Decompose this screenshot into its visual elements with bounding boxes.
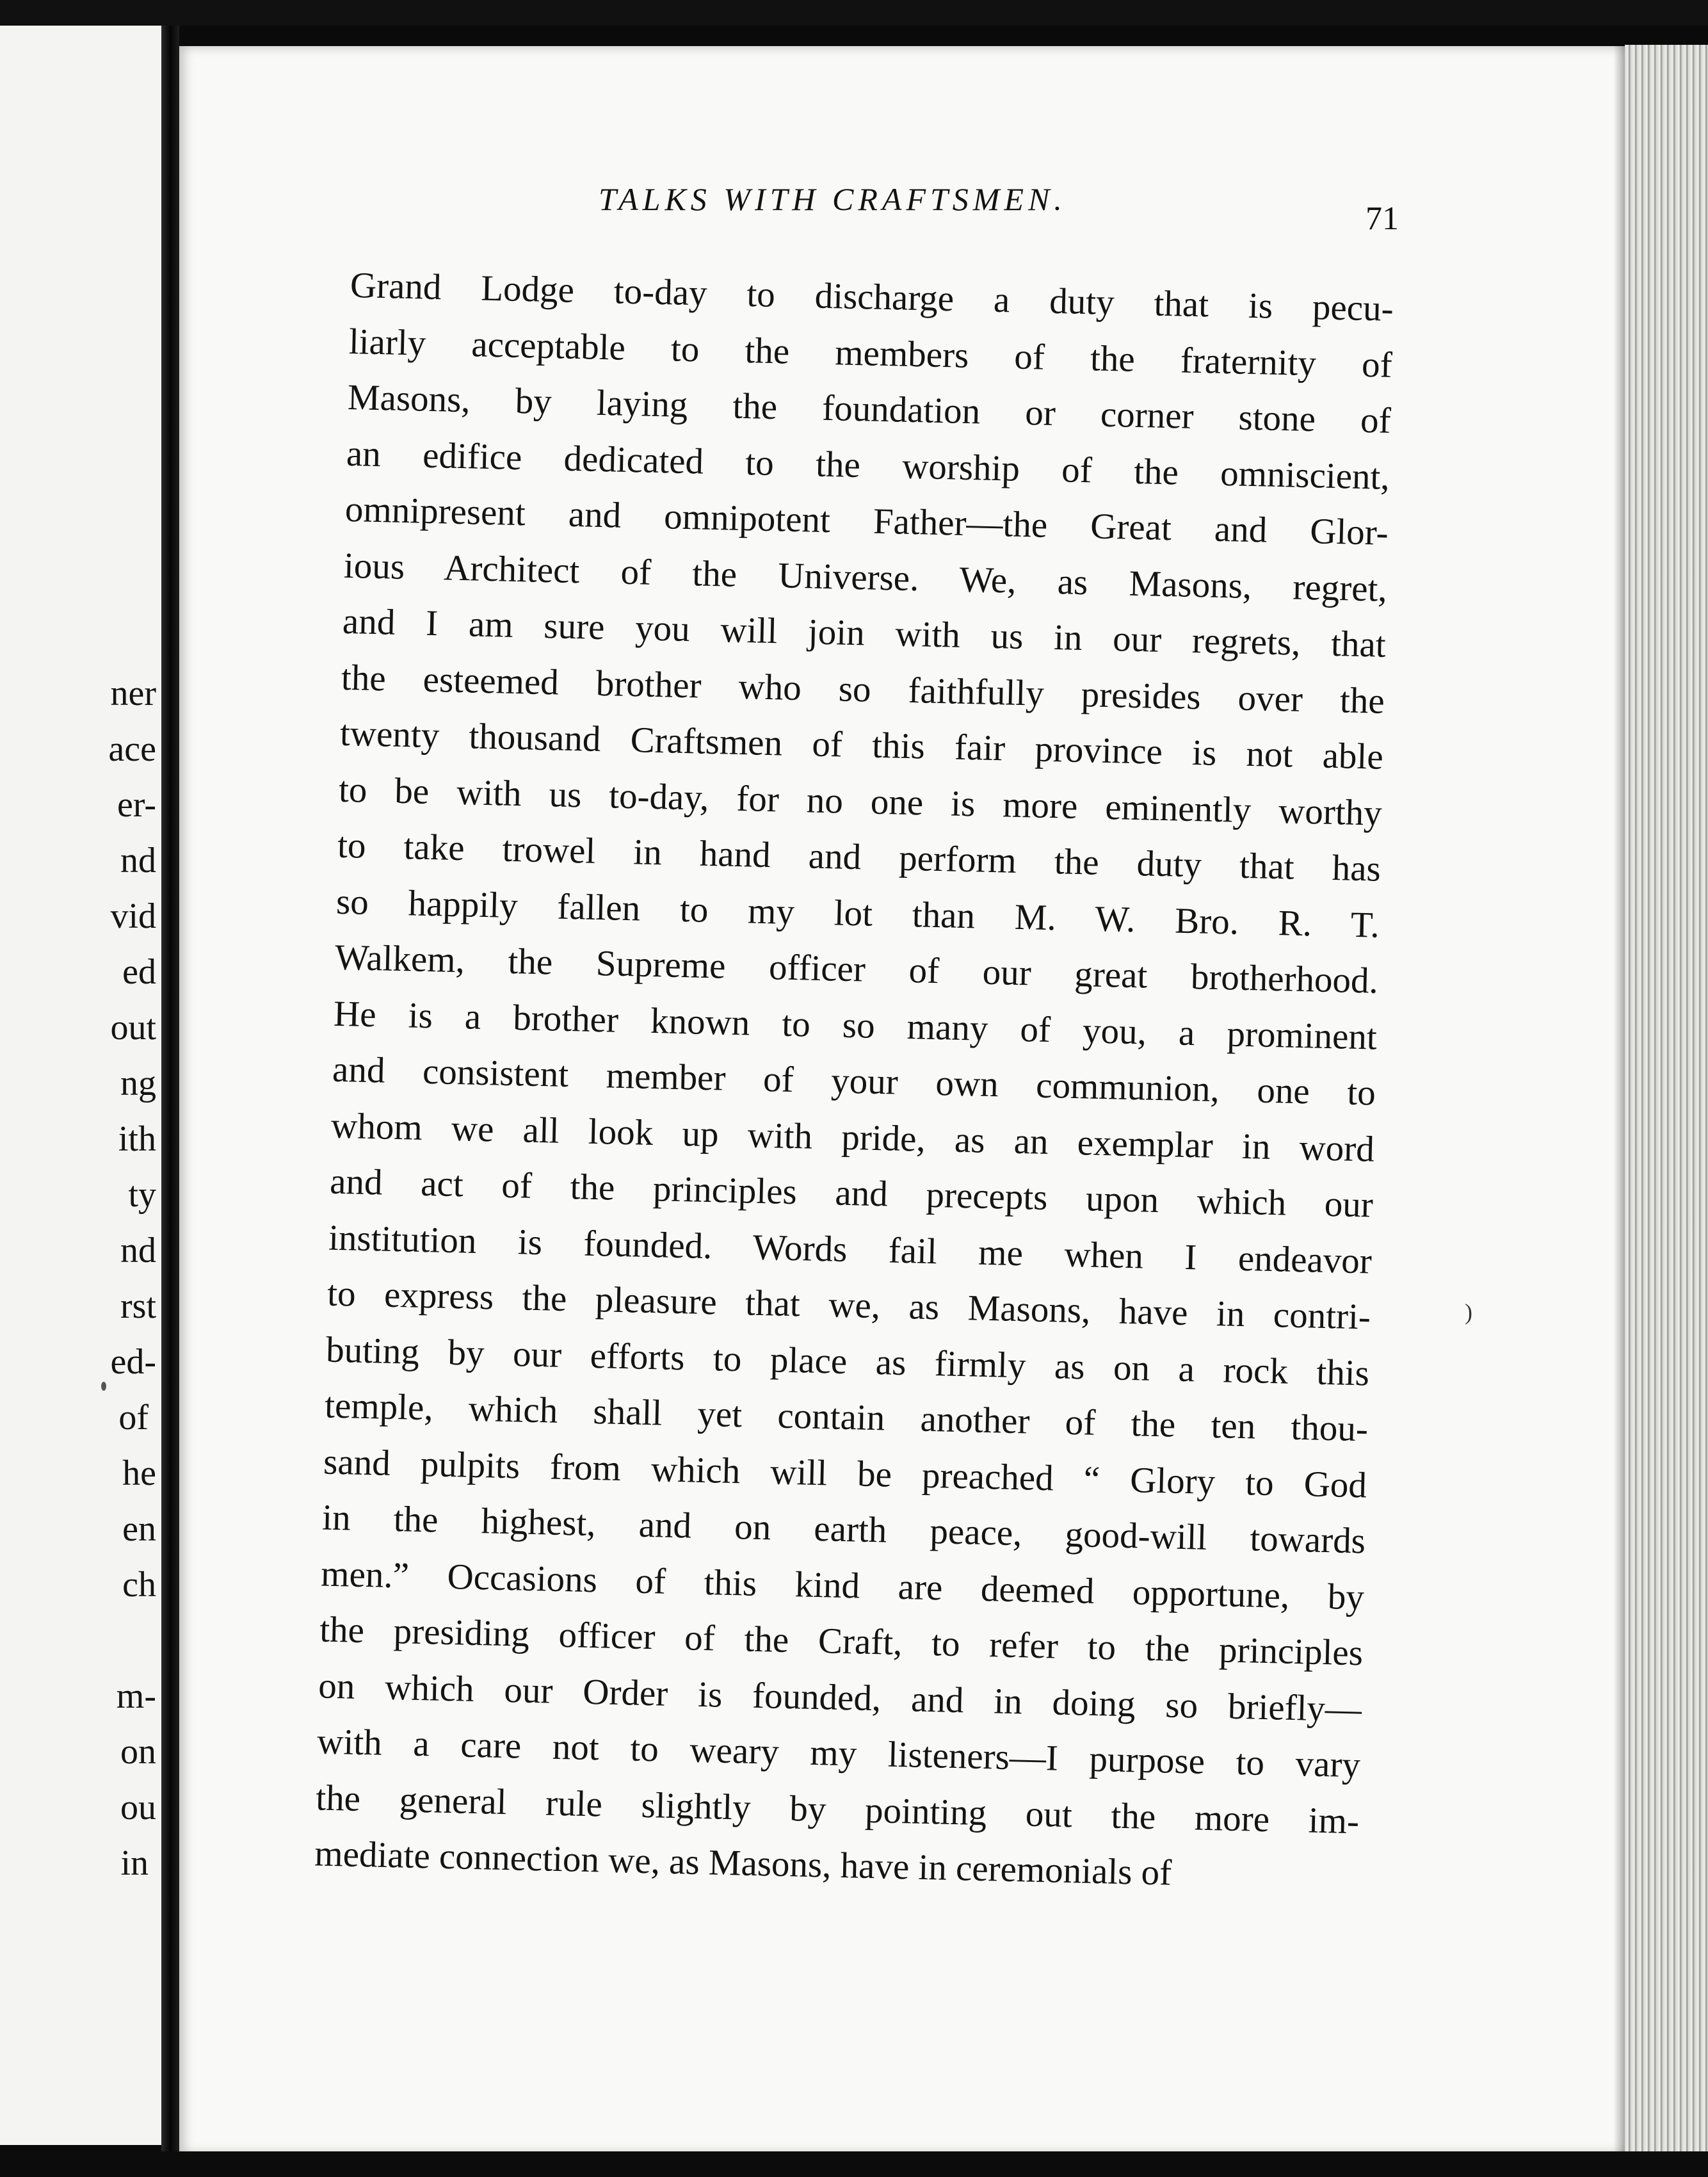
text-line: He is a brother known to so many of you, a prominent (333, 993, 1378, 1058)
left-page-fragment: out (110, 1008, 156, 1048)
page-block-edges (1625, 45, 1708, 2158)
left-page-fragment: ch (122, 1565, 156, 1605)
left-page-fragment: on (120, 1732, 156, 1772)
left-page-fragment: ty (128, 1175, 156, 1215)
left-page-fragment: ed- (110, 1342, 156, 1382)
left-page-fragment: ith (118, 1119, 156, 1159)
text-line: the esteemed brother who so faithfully presides over the (341, 657, 1385, 722)
text-line: temple, which shall yet contain another of the ten thou- (324, 1385, 1369, 1450)
text-line: to take trowel in hand and perform the duty that has (337, 825, 1382, 889)
text-line: in the highest, and on earth peace, good-will towards (321, 1497, 1366, 1562)
text-line: to be with us to-day, for no one is more eminently worthy (338, 769, 1383, 834)
text-line: and consistent member of your own communion, one to (332, 1049, 1376, 1113)
text-line: liarly acceptable to the members of the fraternity of (348, 321, 1393, 385)
text-line: buting by our efforts to place as firmly as on a rock this (325, 1329, 1370, 1394)
text-line: Walkem, the Supreme officer of our great brotherhood. (334, 937, 1379, 1001)
left-page-fragment: ou (120, 1788, 156, 1827)
text-line: the presiding officer of the Craft, to refer to the principles (319, 1609, 1364, 1674)
text-line: to express the pleasure that we, as Masons, have in contri- (326, 1273, 1371, 1338)
scan-border-bottom (0, 2151, 1708, 2177)
left-page-fragment: ng (120, 1064, 156, 1103)
left-page-fragment: nd (120, 1231, 156, 1270)
text-line: omnipresent and omnipotent Father—the Great and Glor- (344, 489, 1389, 553)
text-line: the general rule slightly by pointing out the more im- (315, 1777, 1360, 1841)
text-line: Masons, by laying the foundation or corner stone of (347, 376, 1392, 441)
page-number: 71 (1366, 200, 1399, 237)
book-gutter (161, 26, 179, 2151)
text-line: sand pulpits from which will be preached “ Glory to God (323, 1441, 1367, 1505)
text-line: mediate connection we, as Masons, have in ceremonials of (314, 1833, 1172, 1893)
text-line: ious Architect of the Universe. We, as Masons, regret, (343, 545, 1388, 610)
left-page-fragment: rst (120, 1286, 156, 1326)
left-page-fragment: nd (120, 841, 156, 880)
left-page-fragment: ace (108, 729, 156, 769)
paper-speck (101, 1382, 106, 1391)
left-page-fragment: en (122, 1509, 156, 1549)
text-line: and act of the principles and precepts upon which our (329, 1161, 1374, 1226)
text-line: men.” Occasions of this kind are deemed opportune, by (320, 1553, 1365, 1617)
text-line: on which our Order is founded, and in doing so briefly— (318, 1665, 1362, 1729)
left-page-fragment: in (120, 1843, 149, 1883)
left-page-fragment: er- (117, 785, 156, 825)
left-page-fragment: vid (110, 896, 156, 936)
text-line: whom we all look up with pride, as an exemplar in word (330, 1105, 1375, 1170)
text-line: institution is founded. Words fail me when I endeavor (328, 1217, 1373, 1282)
text-line: Grand Lodge to-day to discharge a duty that is pecu- (350, 264, 1394, 329)
left-page-fragment: m- (116, 1676, 156, 1716)
left-facing-page (0, 26, 168, 2145)
left-page-fragment: ed (122, 952, 156, 992)
running-head: TALKS WITH CRAFTSMEN. (599, 181, 1067, 217)
body-text (314, 257, 1394, 1906)
left-page-fragment: of (118, 1398, 149, 1437)
left-page-fragment: ner (110, 674, 156, 713)
text-line: and I am sure you will join with us in our regrets, that (342, 601, 1387, 665)
left-page-fragment: he (122, 1453, 156, 1493)
text-line: so happily fallen to my lot than M. W. Bro. R. T. (335, 881, 1380, 946)
margin-mark: ) (1465, 1299, 1472, 1325)
scan-border-top (0, 0, 1708, 26)
text-line: with a care not to weary my listeners—I purpose to vary (316, 1721, 1361, 1786)
text-line: an edifice dedicated to the worship of the omniscient, (346, 433, 1390, 498)
text-line: twenty thousand Craftsmen of this fair province is not able (339, 713, 1384, 777)
